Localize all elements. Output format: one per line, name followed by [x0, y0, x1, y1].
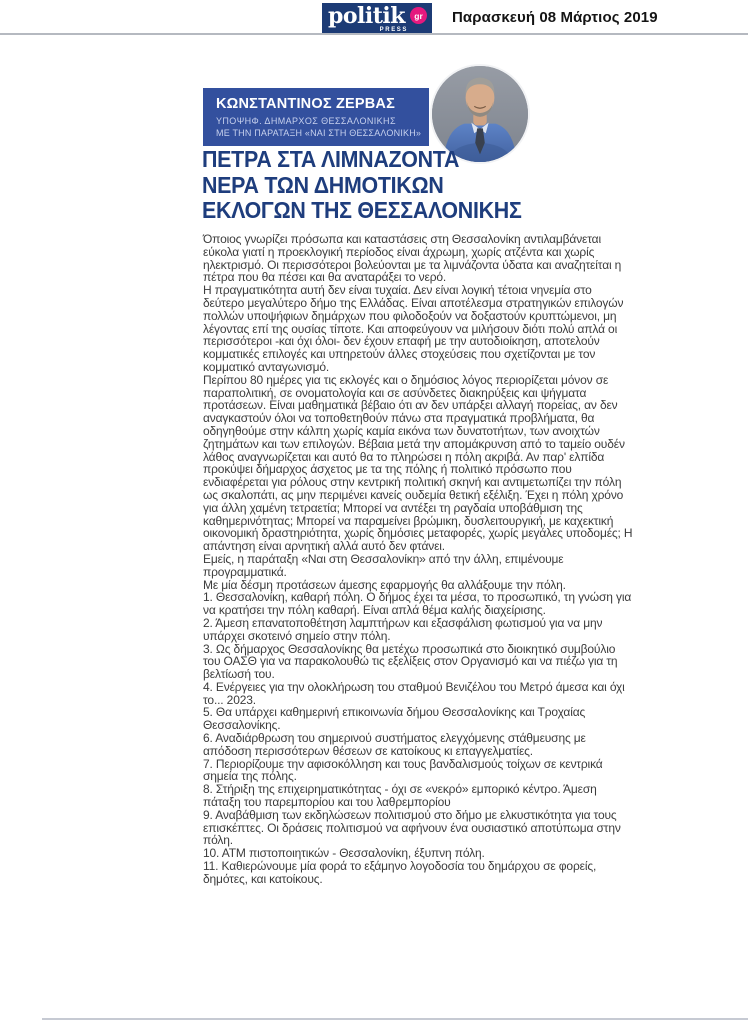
proposal-number: 9.	[203, 807, 213, 822]
proposal-number: 11.	[203, 859, 219, 874]
article-headline	[202, 147, 522, 224]
proposal-number: 4.	[203, 679, 213, 694]
proposal-text: Καθιερώνουμε μία φορά το εξάμηνο λογοδοσία του δημάρχου σε φορείς, δημότες, και κατοίκους.	[203, 859, 597, 886]
body-paragraph: Με μία δέσμη προτάσεων άμεσης εφαρμογής θα αλλάξουμε την πόλη.	[203, 577, 566, 592]
logo-tagline: PRESS	[379, 27, 408, 33]
article-proposal-list	[203, 591, 635, 885]
proposal-item	[203, 732, 635, 758]
headline-line: ΝΕΡΑ ΤΩΝ ΔΗΜΟΤΙΚΩΝ	[202, 171, 444, 198]
logo-gr-badge: gr	[410, 7, 427, 24]
proposal-item	[203, 706, 635, 732]
headline-line: ΕΚΛΟΓΩΝ ΤΗΣ ΘΕΣΣΑΛΟΝΙΚΗΣ	[202, 197, 522, 223]
candidate-name: ΚΩΝΣΤΑΝΤΙΝΟΣ ΖΕΡΒΑΣ	[216, 96, 396, 112]
proposal-text: Θεσσαλονίκη, καθαρή πόλη. Ο δήμος έχει τα μέσα, το προσωπικό, τη γνώση για να κρατήσει την πόλη καθαρή. Είναι απλά θέμα καλής διαχείρισης.	[203, 590, 632, 618]
proposal-text: Στήριξη της επιχειρηματικότητας - όχι σε «νεκρό» εμπορικό κέντρο. Άμεση πάταξη του παρεμπορίου και του λαθρεμπορίου	[203, 782, 597, 810]
body-paragraph: Όποιος γνωρίζει πρόσωπα και καταστάσεις στη Θεσσαλονίκη αντιλαμβάνεται εύκολα γιατί η προεκλογική περίοδος είναι άχρωμη, χωρίς ατζέντα και χωρίς ηλεκτρισμό. Οι περισσότεροι βολεύονται με τα λιμνάζοντα ύδατα και αναζητείται η πέτρα που θα πέσει και θα αναταράξει το νερό.	[203, 232, 622, 285]
candidate-role-line1: ΥΠΟΨΗΦ. ΔΗΜΑΡΧΟΣ ΘΕΣΣΑΛΟΝΙΚΗΣ	[216, 116, 396, 126]
article-paragraphs	[203, 233, 635, 591]
candidate-role-line2: ΜΕ ΤΗΝ ΠΑΡΑΤΑΞΗ «ΝΑΙ ΣΤΗ ΘΕΣΣΑΛΟΝΙΚΗ»	[216, 128, 422, 138]
proposal-number: 5.	[203, 705, 213, 720]
proposal-number: 3.	[203, 641, 213, 656]
proposal-item	[203, 860, 635, 886]
proposal-text: Θα υπάρχει καθημερινή επικοινωνία δήμου Θεσσαλονίκης και Τροχαίας Θεσσαλονίκης.	[203, 705, 586, 733]
headline-line: ΠΕΤΡΑ ΣΤΑ ΛΙΜΝΑΖΟΝΤΑ	[202, 146, 460, 172]
proposal-item	[203, 758, 635, 784]
proposal-number: 7.	[203, 756, 213, 771]
proposal-text: ΑΤΜ πιστοποιητικών - Θεσσαλονίκη, έξυπνη πόλη.	[221, 846, 485, 861]
proposal-text: Περιορίζουμε την αφισοκόλληση και τους βανδαλισμούς τοίχων σε κεντρικά σημεία της πόλης.	[203, 756, 603, 784]
body-paragraph: Περίπου 80 ημέρες για τις εκλογές και ο δημόσιος λόγος περιορίζεται μόνον σε παραπολιτική, σε ονοματολογία και σε ασύνδετες διακηρύξεις και ψήγματα προτάσεων. Είναι μαθηματικά βέβαιο ότι αν δεν υπάρξει αλλαγή πορείας, αν δεν αναγκαστούν όλοι να τοποθετηθούν πάνω στα πραγματικά προβλήματα, θα οδηγηθούμε στην κάλπη χωρίς καμία εικόνα των δυνατοτήτων, των ανοιχτών ζητημάτων και των επιλογών. Βέβαια μετά την απομάκρυνση από το ταμείο ουδέν λάθος αναγνωρίζεται και αυτό θα το πληρώσει η πόλη ακριβά. Αν παρ' ελπίδα προκύψει δήμαρχος άσχετος με τα της πόλης ή πολιτικό πρόσωπο που ενδιαφέρεται για ρόλους στην κεντρική πολιτική σκηνή και αντιμετωπίζει την πόλη ως σκαλοπάτι, ας μην περιμένει κανείς ουδεμία θετική εξέλιξη. Έχει η πόλη χρόνο για άλλη χαμένη τετραετία; Μπορεί να αντέξει τη ραγδαία υποβάθμιση της καθημερινότητας; Μπορεί να παραμείνει βρώμικη, δυσλειτουργική, με καχεκτική οικονομική δραστηριότητα, χωρίς δημόσιες μεταφορές, χωρίς μεγάλες υποδομές; Η απάντηση είναι αρνητική αλλά αυτό δεν φτάνει.	[203, 372, 633, 554]
proposal-number: 10.	[203, 846, 220, 861]
candidate-banner	[203, 88, 429, 146]
proposal-item	[203, 783, 635, 809]
proposal-text: Αναδιάρθρωση του σημερινού συστήματος ελεγχόμενης στάθμευσης με απόδοση περισσότερων θέσεων σε κατοίκους κι επαγγελματίες.	[203, 731, 586, 758]
proposal-text: Ενέργειες για την ολοκλήρωση του σταθμού Βενιζέλου του Μετρό άμεσα και όχι το... 2023.	[203, 679, 625, 707]
footer-divider	[42, 1018, 748, 1020]
body-paragraph: Η πραγματικότητα αυτή δεν είναι τυχαία. Δεν είναι λογική τέτοια νηνεμία στο δεύτερο μεγαλύτερο δήμο της Ελλάδας. Είναι αποτέλεσμα στρατηγικών επιλογών πολλών υποψήφιων δημάρχων που φιλοδοξούν να δοξαστούν κρυπτώμενοι, μη λέγοντας επί της ουσίας τίποτε. Και αποφεύγουν να μιλήσουν διότι πολύ απλά οι περισσότεροι -και όχι όλοι- δεν έχουν επαφή με την αυτοδιοίκηση, αποτελούν κομματικές επιλογές και υπηρετούν άλλες στοχεύσεις που σχετίζονται με τον κομματικό ανταγωνισμό.	[203, 283, 624, 374]
proposal-item	[203, 643, 635, 681]
proposal-number: 8.	[203, 782, 213, 797]
proposal-item	[203, 681, 635, 707]
proposal-number: 6.	[203, 731, 213, 746]
article-body	[203, 233, 635, 886]
proposal-text: Άμεση επανατοποθέτηση λαμπτήρων και εξασφάλιση φωτισμού για να μην υπάρχει σκοτεινό σημείο στην πόλη.	[203, 615, 603, 643]
proposal-item	[203, 591, 635, 617]
proposal-text: Αναβάθμιση των εκδηλώσεων πολιτισμού στο δήμο με ελκυστικότητα για τους επισκέπτες. Οι δράσεις πολιτισμού να αφήνουν ένα ουσιαστικό αποτύπωμα στην πόλη.	[203, 807, 621, 848]
politik-press-logo	[322, 3, 432, 34]
publication-date: Παρασκευή 08 Μάρτιος 2019	[452, 9, 658, 26]
proposal-number: 2.	[203, 615, 213, 630]
proposal-item	[203, 617, 635, 643]
proposal-item	[203, 809, 635, 847]
proposal-number: 1.	[203, 590, 213, 605]
proposal-text: Ως δήμαρχος Θεσσαλονίκης θα μετέχω προσωπικά στο διοικητικό συμβούλιο του ΟΑΣΘ για να παρακολουθώ τις εξελίξεις στον Οργανισμό και να πιέζω για τη βελτίωσή του.	[203, 641, 618, 682]
body-paragraph: Εμείς, η παράταξη «Ναι στη Θεσσαλονίκη» από την άλλη, επιμένουμε προγραμματικά.	[203, 551, 564, 579]
header-divider	[0, 33, 748, 35]
logo-wordmark: politik	[328, 3, 406, 29]
